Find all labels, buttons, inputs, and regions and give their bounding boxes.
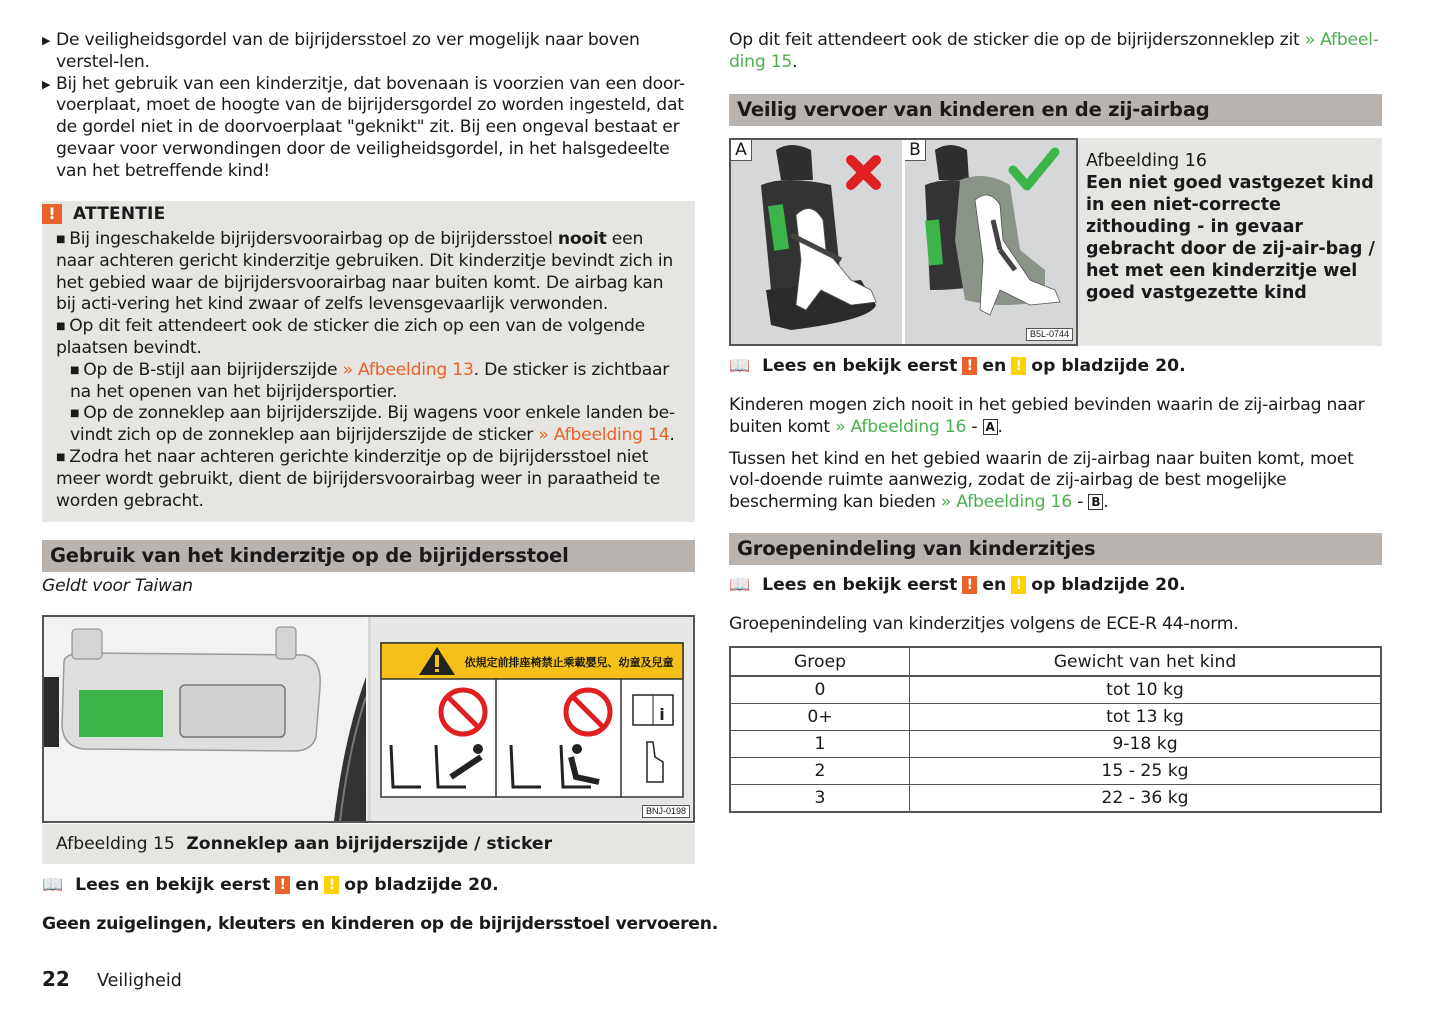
panel-b-ref: B <box>1088 494 1103 510</box>
bold-statement: Geen zuigelingen, kleuters en kinderen op de bijrijdersstoel vervoeren. <box>42 914 718 934</box>
panel-a-ref: A <box>983 419 998 435</box>
panel-label-b: B <box>905 140 926 161</box>
caption-label: Afbeelding 15 <box>56 834 175 854</box>
figure-15-caption <box>42 824 695 864</box>
intro-text: Op dit feit attendeert ook de sticker die op de bijrijderszonneklep zit » Afbeel-ding 15. <box>729 30 1379 72</box>
figure-16-link[interactable]: » Afbeelding 16 <box>940 492 1072 513</box>
figure-code: BNJ-0198 <box>642 805 690 818</box>
table-row <box>730 731 1381 758</box>
sun-visor-drawing <box>44 617 366 821</box>
attention-item: ■ Op dit feit attendeert ook de sticker die zich op een van de volgende plaatsen bevindt. <box>56 316 645 358</box>
page-footer <box>42 967 182 991</box>
weight-cell: 15 - 25 kg <box>910 758 1382 785</box>
figure-16-image <box>729 138 1078 346</box>
panel-label-a: A <box>731 140 752 161</box>
table-row <box>730 704 1381 731</box>
side-airbag-text <box>729 395 1382 514</box>
attention-body <box>42 225 695 512</box>
figure-16-link[interactable]: » Afbeelding 16 <box>835 416 967 437</box>
square-bullet-icon: ■ <box>70 364 80 376</box>
attention-subitem: ■ Op de zonneklep aan bijrijderszijde. Bij wagens voor enkele landen be-vindt zich op de zonneklep aan bijrijderszijde de sticker » Afbeelding 14. <box>70 403 675 446</box>
section-heading: Veilig vervoer van kinderen en de zij-airbag <box>729 94 1382 126</box>
triangle-bullet-icon: ▶ <box>42 77 51 91</box>
caption-title: Zonneklep aan bijrijderszijde / sticker <box>186 834 553 854</box>
square-bullet-icon: ■ <box>56 451 66 463</box>
square-bullet-icon: ■ <box>56 321 66 333</box>
figure-15-link[interactable]: » Afbeel-ding 15 <box>729 30 1379 72</box>
figure-15 <box>42 615 695 823</box>
book-icon: 📖 <box>729 356 751 376</box>
table-row <box>730 758 1381 785</box>
figure-16-caption <box>1086 150 1376 304</box>
emphasis-text: nooit <box>557 229 607 249</box>
svg-text:i: i <box>659 705 665 724</box>
section-heading: Groepenindeling van kinderzitjes <box>729 533 1382 565</box>
page-number: 22 <box>42 967 70 991</box>
figure-14-link[interactable]: » Afbeelding 14 <box>538 425 670 446</box>
svg-text:依規定前排座椅禁止乘載嬰兒、幼童及兒童: 依規定前排座椅禁止乘載嬰兒、幼童及兒童 <box>464 656 674 669</box>
sticker-drawing <box>371 617 693 821</box>
figure-16 <box>729 138 1382 346</box>
figure-13-link[interactable]: » Afbeelding 13 <box>342 359 474 380</box>
right-column <box>729 30 1382 126</box>
chapter-name: Veiligheid <box>97 971 182 991</box>
instruction-text: De veiligheidsgordel van de bijrijdersstoel zo ver mogelijk naar boven verstel-len. <box>56 30 640 72</box>
triangle-bullet-icon: ▶ <box>42 34 51 47</box>
seat-without-booster-drawing <box>731 140 902 344</box>
section-child-seat-passenger <box>42 540 695 598</box>
sun-visor-illustration <box>44 617 371 821</box>
child-seat-groups-table <box>729 646 1382 813</box>
square-bullet-icon: ■ <box>70 408 80 420</box>
figure-code: B5L-0744 <box>1026 328 1073 341</box>
attention-header <box>42 201 695 225</box>
weight-cell: 9-18 kg <box>910 731 1382 758</box>
attention-item: ■ Bij ingeschakelde bijrijdersvoorairbag op de bijrijdersstoel nooit een naar achteren gericht kinderzitje gebruiken. Dit kinderzitje bevindt zich in het gebied waar de bijrijdersvoorairbag naar buiten komt. De airbag kan bij acti-vering het kind zwaar of zelfs levensgevaarlijk verwonden. <box>56 229 673 315</box>
attention-box <box>42 201 695 522</box>
section-groups <box>729 533 1382 565</box>
table-row <box>730 676 1381 704</box>
group-cell: 2 <box>730 758 910 785</box>
attention-subitem: ■ Op de B-stijl aan bijrijderszijde » Afbeelding 13. De sticker is zichtbaar na het openen van het bijrijdersportier. <box>70 359 670 402</box>
panel-b <box>905 140 1076 344</box>
group-cell: 3 <box>730 785 910 813</box>
book-icon: 📖 <box>42 875 64 895</box>
read-first-note: 📖 Lees en bekijk eerst ! en ! op bladzijde 20. <box>42 875 499 895</box>
weight-cell: tot 10 kg <box>910 676 1382 704</box>
instruction-item <box>42 30 695 74</box>
green-highlight <box>79 690 163 737</box>
section-heading: Gebruik van het kinderzitje op de bijrijdersstoel <box>42 540 695 572</box>
column-header: Groep <box>730 647 910 676</box>
instruction-item <box>42 74 695 183</box>
caution-icon[interactable]: ! <box>324 876 339 894</box>
table-intro: Groepenindeling van kinderzitjes volgens de ECE-R 44-norm. <box>729 614 1239 634</box>
read-first-note: 📖 Lees en bekijk eerst ! en ! op bladzijde 20. <box>729 575 1186 595</box>
caption-title: Een niet goed vastgezet kind in een niet-correcte zithouding - in gevaar gebracht door de zij-air-bag / het met een kinderzitje wel goed vastgezette kind <box>1086 173 1375 303</box>
weight-cell: 22 - 36 kg <box>910 785 1382 813</box>
seat-with-booster-drawing <box>905 140 1076 344</box>
attention-item: ■ Zodra het naar achteren gerichte kinderzitje op de bijrijdersstoel niet meer wordt gebruikt, dient de bijrijdersvoorairbag weer in paraatheid te worden gebracht. <box>56 446 661 511</box>
weight-cell: tot 13 kg <box>910 704 1382 731</box>
group-cell: 0 <box>730 676 910 704</box>
table-header-row <box>730 647 1381 676</box>
table-row <box>730 785 1381 813</box>
square-bullet-icon: ■ <box>56 234 66 245</box>
column-header: Gewicht van het kind <box>910 647 1382 676</box>
paragraph: Kinderen mogen zich nooit in het gebied bevinden waarin de zij-airbag naar buiten komt » Afbeelding 16 - A . <box>729 395 1365 437</box>
caution-icon[interactable]: ! <box>1011 576 1026 594</box>
group-cell: 1 <box>730 731 910 758</box>
warning-icon[interactable]: ! <box>962 576 977 594</box>
caption-label: Afbeelding 16 <box>1086 151 1208 171</box>
book-icon: 📖 <box>729 575 751 595</box>
warning-icon: ! <box>42 204 62 224</box>
left-column <box>42 30 695 183</box>
airbag-warning-sticker <box>371 617 693 821</box>
instruction-text: Bij het gebruik van een kinderzitje, dat bovenaan is voorzien van een door-voerplaat, moet de hoogte van de bijrijdersgordel zo worden ingesteld, dat de gordel niet in de doorvoerplaat "geknikt" zit. Bij een ongeval bestaat er gevaar voor verwondingen door de veiligheidsgordel, in het halsgedeelte van het betreffende kind! <box>56 73 685 181</box>
warning-icon[interactable]: ! <box>275 876 290 894</box>
attention-title: ATTENTIE <box>73 204 166 224</box>
paragraph: Tussen het kind en het gebied waarin de zij-airbag naar buiten komt, moet vol-doende ruimte aanwezig, zodat de zij-airbag de best mogelijke bescherming kan bieden » Afbeelding 16 - B . <box>729 448 1354 513</box>
group-cell: 0+ <box>730 704 910 731</box>
read-first-note: 📖 Lees en bekijk eerst ! en ! op bladzijde 20. <box>729 356 1186 376</box>
applies-to-note: Geldt voor Taiwan <box>42 576 193 596</box>
caution-icon[interactable]: ! <box>1011 357 1026 375</box>
panel-a <box>731 140 902 344</box>
warning-icon[interactable]: ! <box>962 357 977 375</box>
